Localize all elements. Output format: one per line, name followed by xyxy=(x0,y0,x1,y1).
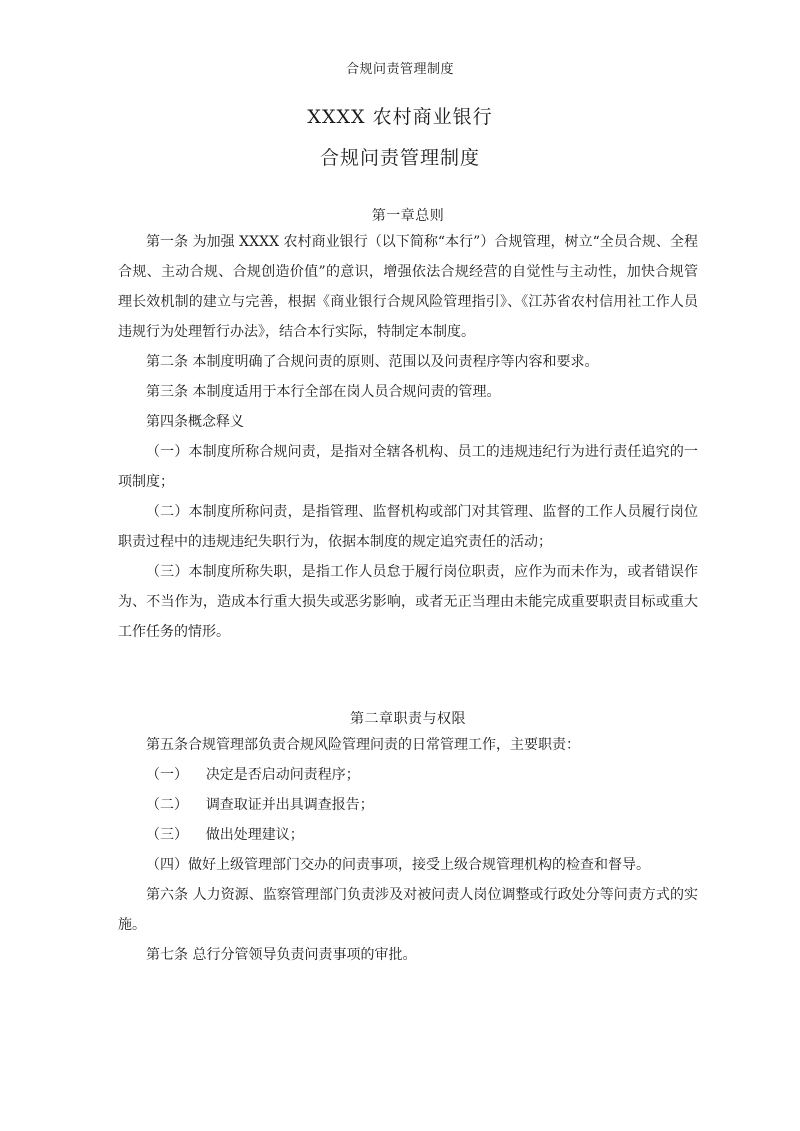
duty-number: （一） xyxy=(146,767,188,783)
article-4-item-1: （一）本制度所称合规问责，是指对全辖各机构、员工的违规违纪行为进行责任追究的一项制度； xyxy=(118,444,698,490)
article-3: 第三条 本制度适用于本行全部在岗人员合规问责的管理。 xyxy=(146,384,501,400)
chapter-2-section xyxy=(118,708,698,970)
chapter-1-heading: 第一章总则 xyxy=(371,208,445,224)
duty-item-4: （四）做好上级管理部门交办的问责事项，接受上级合规管理机构的检查和督导。 xyxy=(146,857,650,873)
article-4-item-3: （三）本制度所称失职，是指工作人员怠于履行岗位职责，应作为而未作为，或者错误作为、不当作为，造成本行重大损失或恶劣影响，或者无正当理由未能完成重要职责目标或重大工作任务的情形。 xyxy=(118,564,698,640)
article-7: 第七条 总行分管领导负责问责事项的审批。 xyxy=(146,947,417,963)
article-1: 第一条 为加强 XXXX 农村商业银行（以下简称“本行”）合规管理，树立“全员合规、全程合规、主动合规、合规创造价值”的意识，增强依法合规经营的自觉性与主动性，加快合规管理长效机制的建立与完善，根据《商业银行合规风险管理指引》、《江苏省农村信用社工作人员违规行为处理暂行办法》，结合本行实际，特制定本制度。 xyxy=(118,234,698,340)
article-4-item-2: （二）本制度所称问责，是指管理、监督机构或部门对其管理、监督的工作人员履行岗位职责过程中的违规违纪失职行为，依据本制度的规定追究责任的活动； xyxy=(118,504,698,550)
running-header: 合规问责管理制度 xyxy=(345,62,454,77)
duty-text: 调查取证并出具调查报告； xyxy=(205,797,374,813)
article-2: 第二条 本制度明确了合规问责的原则、范围以及问责程序等内容和要求。 xyxy=(146,354,599,370)
article-4: 第四条概念释义 xyxy=(146,414,244,430)
duty-text: 做出处理建议； xyxy=(205,827,304,843)
document-title-policy: 合规问责管理制度 xyxy=(319,147,480,169)
duty-item-2 xyxy=(118,790,698,820)
duty-number: （二） xyxy=(146,797,188,813)
duty-text: 决定是否启动问责程序； xyxy=(205,767,360,783)
duty-number: （三） xyxy=(146,827,188,843)
chapter-1-section xyxy=(118,205,698,647)
duty-item-3 xyxy=(118,820,698,850)
article-6: 第六条 人力资源、监察管理部门负责涉及对被问责人岗位调整或行政处分等问责方式的实施。 xyxy=(118,887,698,933)
chapter-2-heading: 第二章职责与权限 xyxy=(350,711,466,727)
document-title-bank: XXXX 农村商业银行 xyxy=(307,106,493,128)
article-5: 第五条合规管理部负责合规风险管理问责的日常管理工作，主要职责： xyxy=(146,737,580,753)
duty-item-1 xyxy=(118,760,698,790)
